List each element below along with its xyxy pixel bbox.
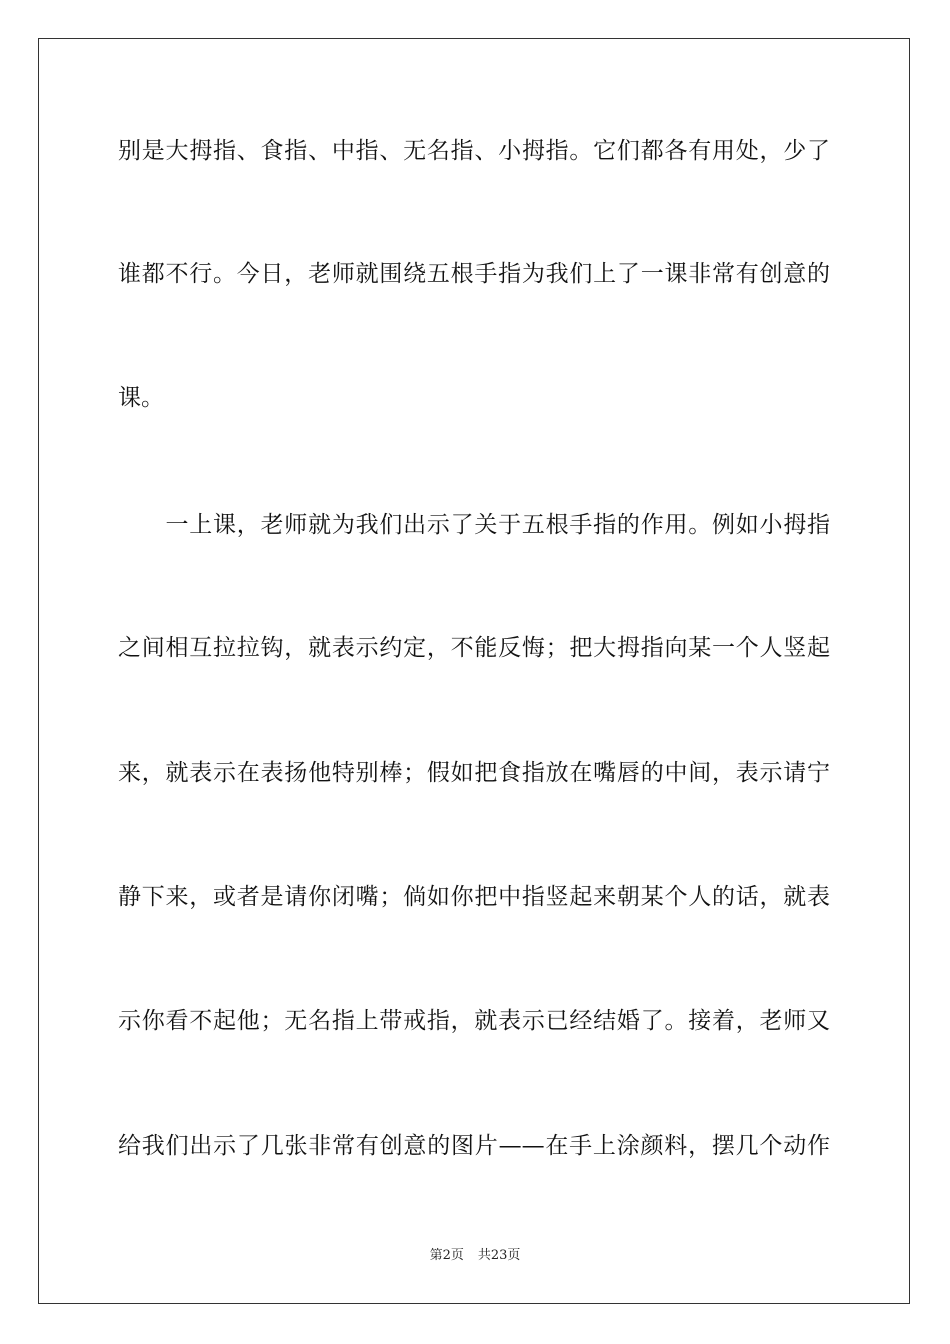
text-line-2: 谁都不行。今日，老师就围绕五根手指为我们上了一课非常有创意的 [118, 261, 830, 287]
text-line-5: 之间相互拉拉钩，就表示约定，不能反悔；把大拇指向某一个人竖起 [118, 635, 830, 661]
text-line-3: 课。 [118, 385, 164, 411]
text-line-1: 别是大拇指、食指、中指、无名指、小拇指。它们都各有用处，少了 [118, 138, 830, 164]
text-line-8: 示你看不起他；无名指上带戒指，就表示已经结婚了。接着，老师又 [118, 1008, 830, 1034]
text-line-6: 来，就表示在表扬他特别棒；假如把食指放在嘴唇的中间，表示请宁 [118, 760, 830, 786]
page-number: 第2页 [429, 1248, 464, 1263]
page-footer [0, 1247, 950, 1265]
text-line-7: 静下来，或者是请你闭嘴；倘如你把中指竖起来朝某个人的话，就表 [118, 884, 830, 910]
text-line-4: 一上课，老师就为我们出示了关于五根手指的作用。例如小拇指 [118, 512, 830, 538]
page-total: 共23页 [477, 1248, 521, 1263]
page-border [38, 38, 910, 1304]
text-line-9: 给我们出示了几张非常有创意的图片——在手上涂颜料，摆几个动作 [118, 1133, 830, 1159]
